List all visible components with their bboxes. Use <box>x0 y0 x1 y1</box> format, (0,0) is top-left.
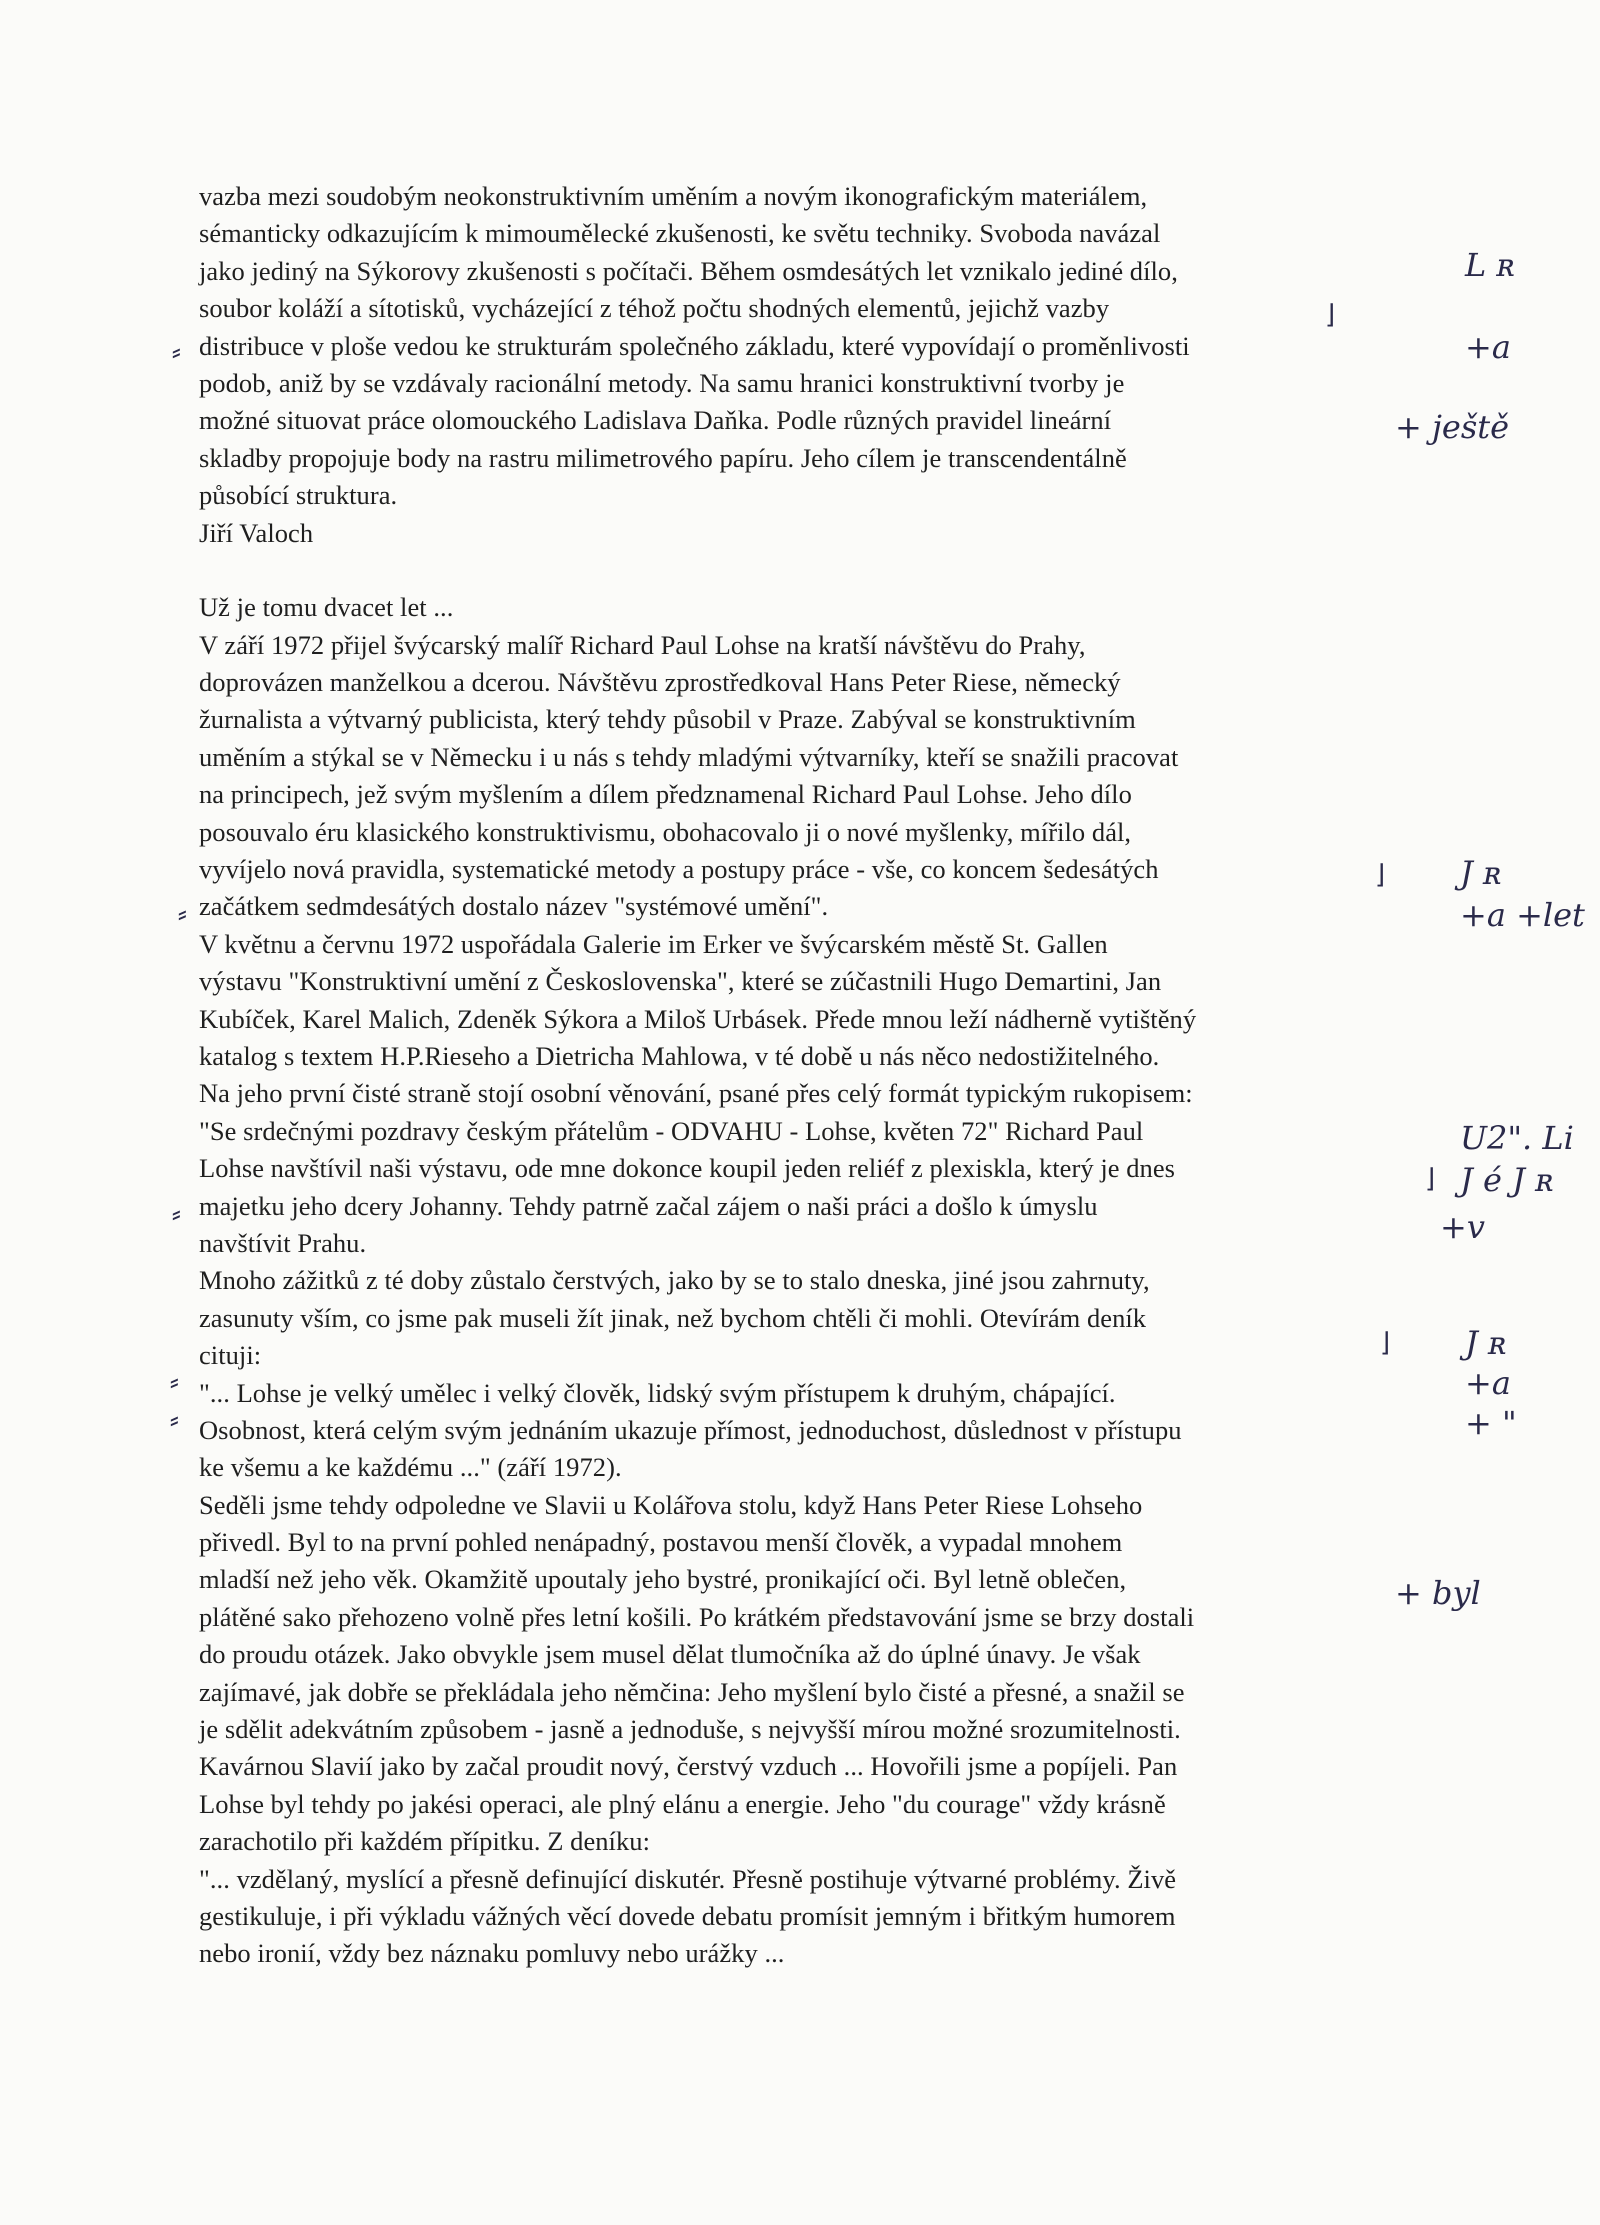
text-line: vyvíjelo nová pravidla, systematické metody a postupy práce - vše, co koncem šedesátých <box>199 854 1159 885</box>
text-line: cituji: <box>199 1340 262 1371</box>
text-line: žurnalista a výtvarný publicista, který tehdy působil v Praze. Zabýval se konstruktivním <box>199 704 1136 735</box>
text-line: zajímavé, jak dobře se překládala jeho němčina: Jeho myšlení bylo čisté a přesné, a snažil se <box>199 1676 1185 1707</box>
text-line: jako jediný na Sýkorovy zkušenosti s počítači. Během osmdesátých let vznikalo jediné dílo, <box>199 255 1178 286</box>
text-line: na principech, jež svým myšlením a dílem předznamenal Richard Paul Lohse. Jeho dílo <box>199 779 1132 810</box>
proof-mark-icon: ⸗ <box>170 1367 179 1397</box>
text-line: Lohse byl tehdy po jakési operaci, ale plný elánu a energie. Jeho "du courage" vždy krásně <box>199 1788 1166 1819</box>
text-line: možné situovat práce olomouckého Ladislava Daňka. Podle různých pravidel lineární <box>199 405 1112 436</box>
text-line: podob, aniž by se vzdávaly racionální metody. Na samu hranici konstruktivní tvorby je <box>199 367 1125 398</box>
margin-note: J ʀ <box>1465 1324 1507 1362</box>
text-line: je sdělit adekvátním způsobem - jasně a jednoduše, s nejvyšší mírou možné srozumitelnosti. <box>199 1714 1181 1745</box>
margin-note: U2". Li <box>1460 1119 1574 1157</box>
text-line: gestikuluje, i při výkladu vážných věcí dovede debatu promísit jemným i břitkým humorem <box>199 1900 1176 1931</box>
text-line: sémanticky odkazujícím k mimoumělecké zkušenosti, ke světu techniky. Svoboda navázal <box>199 218 1161 249</box>
proof-mark-icon: ⌋ <box>1375 860 1386 890</box>
margin-note: +v <box>1440 1208 1485 1246</box>
margin-note: + byl <box>1395 1574 1481 1612</box>
text-line: plátěné sako přehozeno volně přes letní košili. Po krátkém představování jsme se brzy dostali <box>199 1601 1195 1632</box>
text-line: Jiří Valoch <box>199 517 314 548</box>
text-line: V květnu a červnu 1972 uspořádala Galerie im Erker ve švýcarském městě St. Gallen <box>199 928 1108 959</box>
text-line: přivedl. Byl to na první pohled nenápadný, postavou menší člověk, a vypadal mnohem <box>199 1527 1123 1558</box>
text-line: Kavárnou Slavií jako by začal proudit nový, čerstvý vzduch ... Hovořili jsme a popíjeli. Pan <box>199 1751 1178 1782</box>
text-line: mladší než jeho věk. Okamžitě upoutaly jeho bystré, pronikající oči. Byl letně oblečen, <box>199 1564 1127 1595</box>
proof-mark-icon: ⌋ <box>1425 1164 1436 1194</box>
text-line: V září 1972 přijel švýcarský malíř Richard Paul Lohse na kratší návštěvu do Prahy, <box>199 629 1086 660</box>
text-line: uměním a stýkal se v Německu i u nás s tehdy mladými výtvarníky, kteří se snažili pracovat <box>199 741 1179 772</box>
proof-mark-icon: ⸗ <box>178 899 187 929</box>
proof-mark-icon: ⸗ <box>170 1405 179 1435</box>
proof-mark-icon: ⸗ <box>172 1199 181 1229</box>
proof-mark-icon: ⸗ <box>172 337 181 367</box>
margin-note: +a <box>1465 1364 1511 1402</box>
text-line: katalog s textem H.P.Rieseho a Dietricha Mahlowa, v té době u nás něco nedostižitelného. <box>199 1040 1160 1071</box>
text-line: Na jeho první čisté straně stojí osobní věnování, psané přes celý formát typickým rukopisem: <box>199 1078 1193 1109</box>
text-line: začátkem sedmdesátých dostalo název "systémové umění". <box>199 891 829 922</box>
margin-note: J ʀ <box>1460 854 1502 892</box>
text-line: výstavu "Konstruktivní umění z Československa", které se zúčastnili Hugo Demartini, Jan <box>199 966 1162 997</box>
margin-note: J é J ʀ <box>1460 1161 1554 1199</box>
text-line: ke všemu a ke každému ..." (září 1972). <box>199 1452 622 1483</box>
text-line: doprovázen manželkou a dcerou. Návštěvu zprostředkoval Hans Peter Riese, německý <box>199 667 1121 698</box>
text-line: do proudu otázek. Jako obvykle jsem musel dělat tlumočníka až do úplné únavy. Je však <box>199 1639 1141 1670</box>
text-line: zasunuty vším, co jsme pak museli žít jinak, než bychom chtěli či mohli. Otevírám deník <box>199 1302 1147 1333</box>
text-line: skladby propojuje body na rastru milimetrového papíru. Jeho cílem je transcendentálně <box>199 442 1127 473</box>
margin-note: + " <box>1465 1404 1517 1442</box>
margin-note: + ještě <box>1395 408 1510 446</box>
text-line: vazba mezi soudobým neokonstruktivním uměním a novým ikonografickým materiálem, <box>199 181 1148 211</box>
text-line: působící struktura. <box>199 480 398 511</box>
text-line: "... Lohse je velký umělec i velký člověk, lidský svým přístupem k druhým, chápající. <box>199 1377 1116 1408</box>
margin-note: L ʀ <box>1465 246 1516 284</box>
text-line: Lohse navštívil naši výstavu, ode mne dokonce koupil jeden reliéf z plexiskla, který je dnes <box>199 1153 1176 1184</box>
margin-note: +a <box>1465 328 1511 366</box>
handwritten-margin-notes <box>1395 0 1595 2225</box>
text-line: navštívit Prahu. <box>199 1227 367 1258</box>
text-line: distribuce v ploše vedou ke strukturám společného základu, které vypovídají o proměnlivosti <box>199 330 1190 361</box>
proof-mark-icon: ⌋ <box>1380 1328 1391 1358</box>
text-line: soubor koláží a sítotisků, vycházející z téhož počtu shodných elementů, jejichž vazby <box>199 293 1110 324</box>
text-line: Už je tomu dvacet let ... <box>199 592 454 623</box>
text-line: Seděli jsme tehdy odpoledne ve Slavii u Kolářova stolu, když Hans Peter Riese Lohseho <box>199 1489 1143 1520</box>
text-line: posouvalo éru klasického konstruktivismu, obohacovalo ji o nové myšlenky, mířilo dál, <box>199 816 1132 847</box>
text-line: Mnoho zážitků z té doby zůstalo čerstvých, jako by se to stalo dneska, jiné jsou zahrnuty, <box>199 1265 1150 1296</box>
text-line: majetku jeho dcery Johanny. Tehdy patrně začal zájem o naši práci a došlo k úmyslu <box>199 1190 1098 1221</box>
text-line: nebo ironií, vždy bez náznaku pomluvy nebo urážky ... <box>199 1938 785 1969</box>
typed-text-body <box>199 178 1449 1973</box>
text-line <box>199 552 1449 589</box>
text-line: zarachotilo při každém přípitku. Z deníku: <box>199 1826 650 1857</box>
text-line: "... vzdělaný, myslící a přesně definující diskutér. Přesně postihuje výtvarné problémy. Živě <box>199 1863 1177 1894</box>
text-line: Osobnost, která celým svým jednáním ukazuje přímost, jednoduchost, důslednost v přístupu <box>199 1414 1182 1445</box>
proof-mark-icon: ⌋ <box>1325 300 1336 330</box>
text-line: "Se srdečnými pozdravy českým přátelům - ODVAHU - Lohse, květen 72" Richard Paul <box>199 1115 1144 1146</box>
margin-note: +a +let <box>1460 896 1585 934</box>
text-line: Kubíček, Karel Malich, Zdeněk Sýkora a Miloš Urbásek. Přede mnou leží nádherně vytištěný <box>199 1003 1197 1034</box>
